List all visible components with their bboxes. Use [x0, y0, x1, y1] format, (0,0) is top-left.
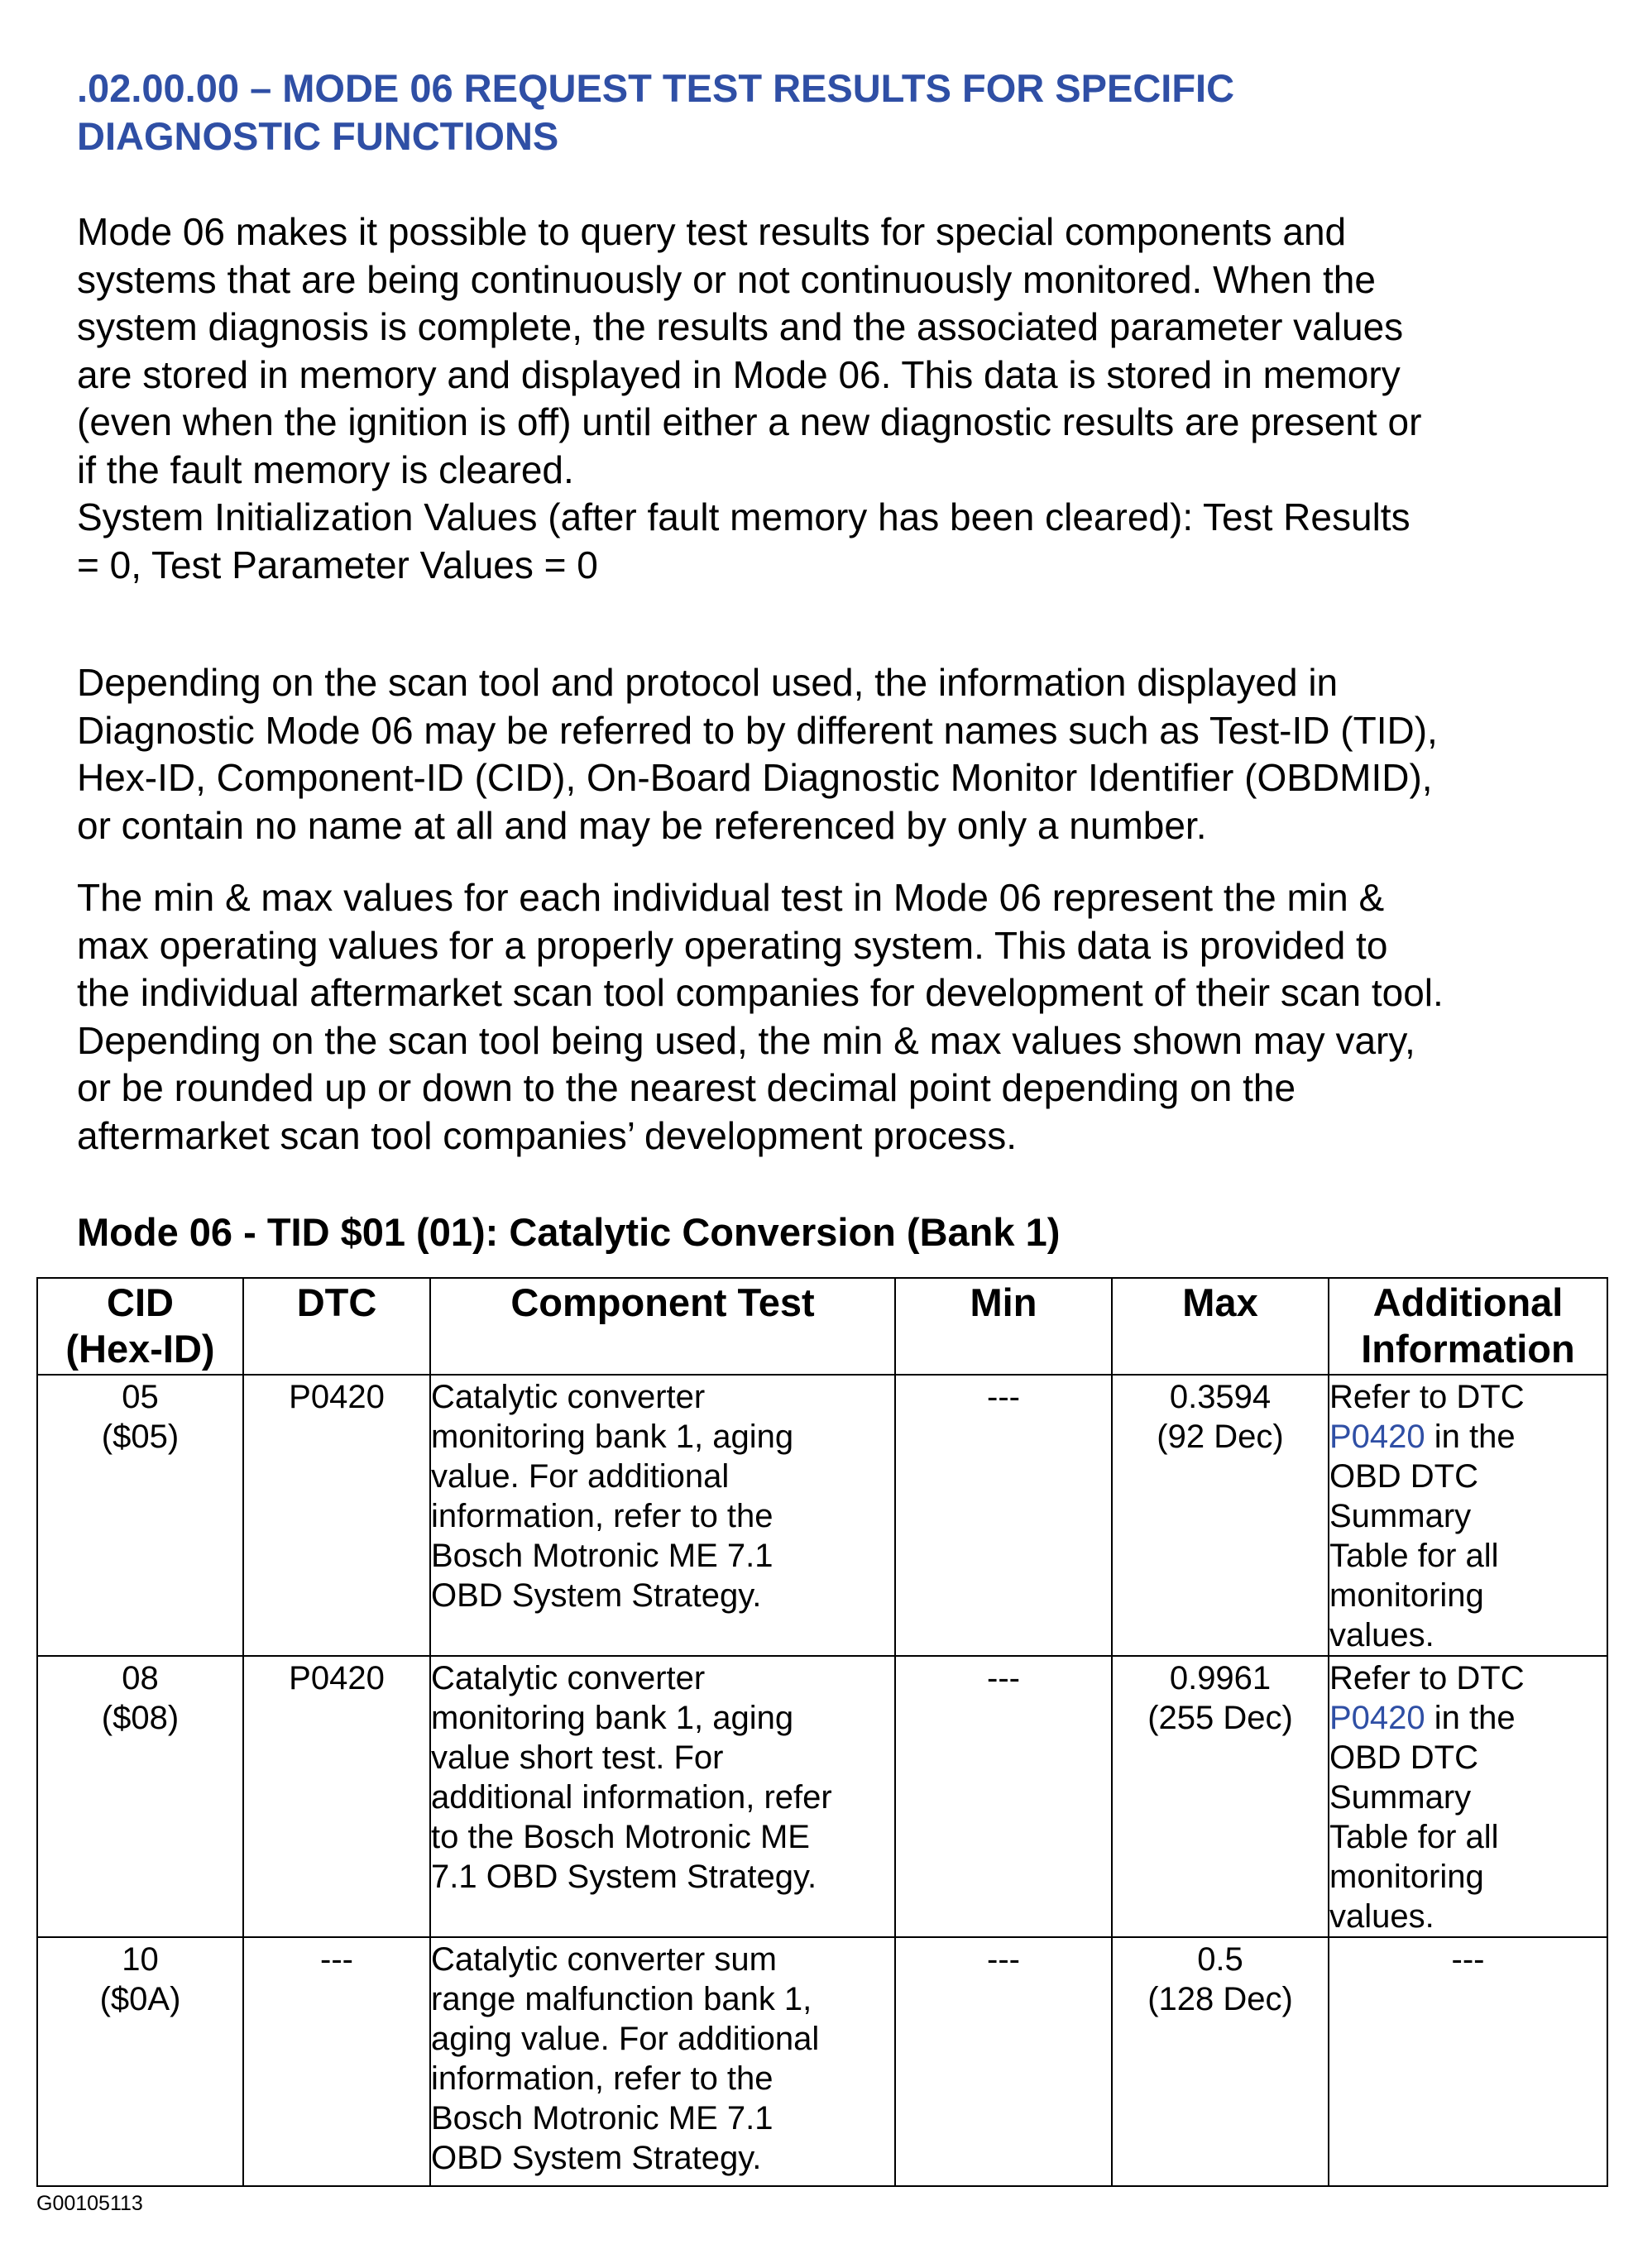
- column-header-additional-information: Additional Information: [1329, 1278, 1607, 1375]
- column-header-cid: CID (Hex-ID): [37, 1278, 243, 1375]
- text-line: the individual aftermarket scan tool companies for development of their scan tool.: [77, 971, 1444, 1014]
- cid-cell: 10 ($0A): [37, 1937, 243, 2186]
- table-row: [37, 1937, 1607, 2186]
- heading-line-1: .02.00.00 – MODE 06 REQUEST TEST RESULTS FOR SPECIFIC: [77, 66, 1235, 110]
- max-cell: 0.3594 (92 Dec): [1112, 1375, 1329, 1656]
- component-test-cell: Catalytic converter sum range malfunction bank 1, aging value. For additional information, refer to the Bosch Motronic ME 7.1 OBD System Strategy.: [430, 1937, 895, 2186]
- table-row: [37, 1656, 1607, 1937]
- text-line: = 0, Test Parameter Values = 0: [77, 543, 598, 586]
- text-line: Mode 06 makes it possible to query test results for special components and: [77, 210, 1347, 253]
- column-header-component-test: Component Test: [430, 1278, 895, 1375]
- cid-cell: 05 ($05): [37, 1375, 243, 1656]
- text-line: Depending on the scan tool and protocol used, the information displayed in: [77, 661, 1339, 704]
- dtc-cell: P0420: [243, 1656, 430, 1937]
- text-line: if the fault memory is cleared.: [77, 447, 574, 491]
- column-header-max: Max: [1112, 1278, 1329, 1375]
- dtc-link-p0420[interactable]: P0420: [1329, 1700, 1425, 1736]
- min-cell: ---: [895, 1656, 1112, 1937]
- min-cell: ---: [895, 1375, 1112, 1656]
- text-line: systems that are being continuously or not continuously monitored. When the: [77, 257, 1376, 301]
- naming-paragraph: [77, 659, 1599, 849]
- min-cell: ---: [895, 1937, 1112, 2186]
- text-line: max operating values for a properly operating system. This data is provided to: [77, 923, 1388, 967]
- column-header-dtc: DTC: [243, 1278, 430, 1375]
- text-line: Diagnostic Mode 06 may be referred to by different names such as Test-ID (TID),: [77, 708, 1438, 752]
- component-test-cell: Catalytic converter monitoring bank 1, aging value short test. For additional information, refer to the Bosch Motronic ME 7.1 OBD System Strategy.: [430, 1656, 895, 1937]
- min-max-paragraph: [77, 874, 1599, 1160]
- text-line: (even when the ignition is off) until either a new diagnostic results are present or: [77, 400, 1422, 443]
- table-header-row: [37, 1278, 1607, 1375]
- dtc-link-p0420[interactable]: P0420: [1329, 1419, 1425, 1455]
- table-section-title: Mode 06 - TID $01 (01): Catalytic Conversion (Bank 1): [77, 1210, 1061, 1254]
- additional-info-cell: Refer to DTC P0420 in the OBD DTC Summary Table for all monitoring values.: [1329, 1656, 1607, 1937]
- dtc-cell: P0420: [243, 1375, 430, 1656]
- mode06-results-table: [36, 1277, 1608, 2187]
- column-header-min: Min: [895, 1278, 1112, 1375]
- additional-info-cell: ---: [1329, 1937, 1607, 2186]
- text-line: or be rounded up or down to the nearest decimal point depending on the: [77, 1066, 1296, 1109]
- text-line: Hex-ID, Component-ID (CID), On-Board Diagnostic Monitor Identifier (OBDMID),: [77, 756, 1433, 799]
- max-cell: 0.5 (128 Dec): [1112, 1937, 1329, 2186]
- max-cell: 0.9961 (255 Dec): [1112, 1656, 1329, 1937]
- component-test-cell: Catalytic converter monitoring bank 1, aging value. For additional information, refer to the Bosch Motronic ME 7.1 OBD System Strategy.: [430, 1375, 895, 1656]
- text-line: System Initialization Values (after fault memory has been cleared): Test Results: [77, 495, 1410, 538]
- additional-info-cell: Refer to DTC P0420 in the OBD DTC Summary Table for all monitoring values.: [1329, 1375, 1607, 1656]
- text-line: system diagnosis is complete, the results and the associated parameter values: [77, 305, 1404, 348]
- document-code: G00105113: [36, 2192, 143, 2215]
- dtc-cell: ---: [243, 1937, 430, 2186]
- cid-cell: 08 ($08): [37, 1656, 243, 1937]
- document-heading: [77, 65, 1549, 160]
- heading-line-2: DIAGNOSTIC FUNCTIONS: [77, 114, 559, 158]
- intro-paragraph: [77, 208, 1599, 589]
- text-line: The min & max values for each individual test in Mode 06 represent the min &: [77, 876, 1385, 919]
- text-line: are stored in memory and displayed in Mode 06. This data is stored in memory: [77, 352, 1401, 396]
- table-row: [37, 1375, 1607, 1656]
- text-line: or contain no name at all and may be referenced by only a number.: [77, 803, 1207, 847]
- text-line: aftermarket scan tool companies’ development process.: [77, 1113, 1018, 1157]
- text-line: Depending on the scan tool being used, the min & max values shown may vary,: [77, 1018, 1415, 1062]
